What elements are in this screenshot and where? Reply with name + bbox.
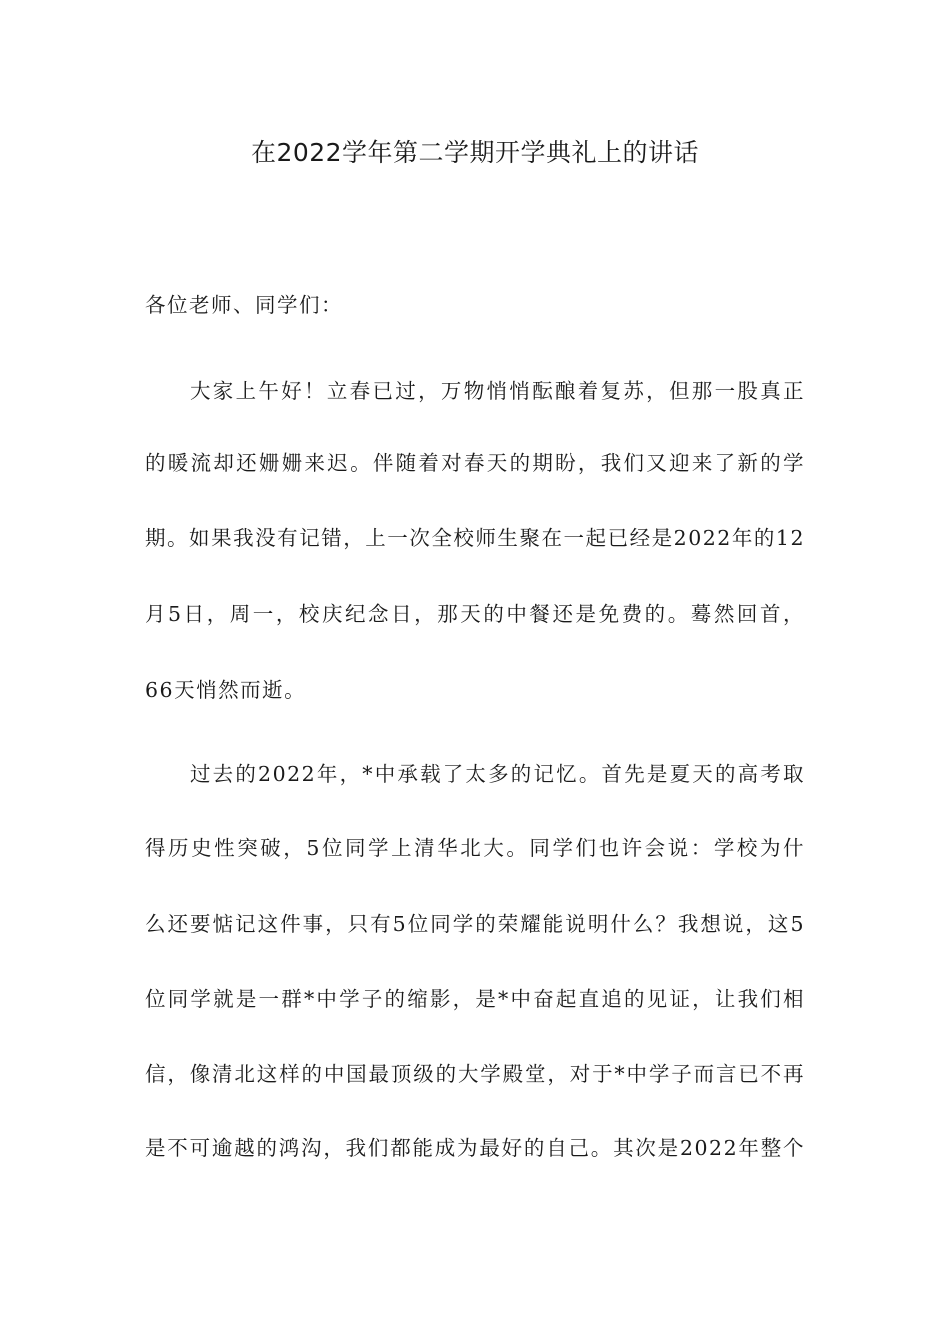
paragraph-1-line-2: 的暖流却还姗姗来迟。伴随着对春天的期盼，我们又迎来了新的学 xyxy=(145,451,805,475)
paragraph-1-line-1: 大家上午好！立春已过，万物悄悄酝酿着复苏，但那一股真正 xyxy=(190,379,805,403)
paragraph-2-line-1: 过去的2022年，*中承载了太多的记忆。首先是夏天的高考取 xyxy=(190,762,805,786)
paragraph-1-line-5: 66天悄然而逝。 xyxy=(145,678,307,702)
paragraph-2-line-2: 得历史性突破，5位同学上清华北大。同学们也许会说：学校为什 xyxy=(145,836,805,860)
paragraph-1-line-4: 月5日，周一，校庆纪念日，那天的中餐还是免费的。蓦然回首， xyxy=(145,602,805,626)
document-title: 在2022学年第二学期开学典礼上的讲话 xyxy=(250,138,700,167)
paragraph-2-line-3: 么还要惦记这件事，只有5位同学的荣耀能说明什么？我想说，这5 xyxy=(145,912,805,936)
salutation: 各位老师、同学们： xyxy=(145,293,343,317)
paragraph-1-line-3: 期。如果我没有记错，上一次全校师生聚在一起已经是2022年的12 xyxy=(145,526,805,550)
paragraph-2-line-6: 是不可逾越的鸿沟，我们都能成为最好的自己。其次是2022年整个 xyxy=(145,1136,805,1160)
paragraph-2-line-4: 位同学就是一群*中学子的缩影，是*中奋起直追的见证，让我们相 xyxy=(145,987,805,1011)
paragraph-2-line-5: 信，像清北这样的中国最顶级的大学殿堂，对于*中学子而言已不再 xyxy=(145,1062,805,1086)
